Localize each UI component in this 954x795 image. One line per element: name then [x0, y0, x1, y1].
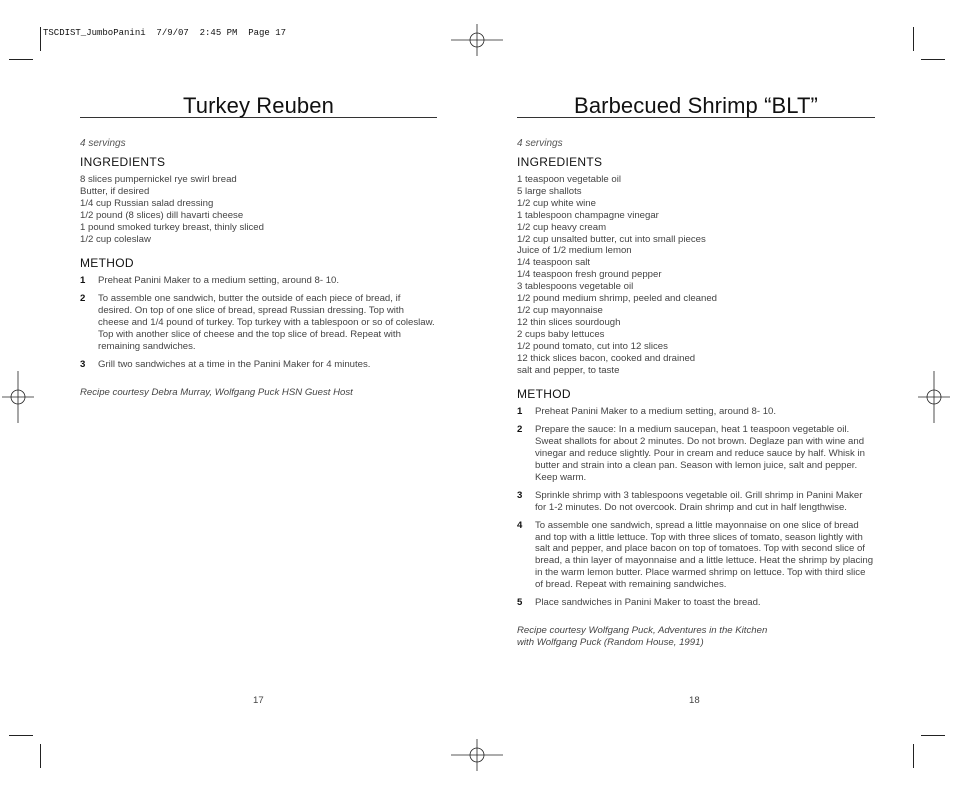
step-number: 5 [517, 597, 523, 609]
step-text: Sprinkle shrimp with 3 tablespoons vegetable oil. Grill shrimp in Panini Maker for 1-2 minutes. Do not overcook. Drain shrimp and cut in half lengthwise. [535, 489, 863, 513]
method-steps [80, 275, 437, 370]
credit-line: Recipe courtesy Wolfgang Puck, Adventures in the Kitchen [517, 625, 768, 636]
ingredient-item: 1/2 cup mayonnaise [517, 304, 603, 316]
method-step [517, 520, 875, 591]
step-text: Prepare the sauce: In a medium saucepan, heat 1 teaspoon vegetable oil. Sweat shallots for about 2 minutes. Do not brown. Deglaze pan with wine and vinegar and reduce slightly. Pour in cream and reduce sauce by half. Whisk in butter and strain into a clean pan. Season with lemon juice, salt and pepper. Keep warm. [535, 424, 865, 483]
ingredient-item: 12 thin slices sourdough [517, 316, 621, 328]
crop-mark [921, 735, 945, 736]
credit-line: with Wolfgang Puck (Random House, 1991) [517, 636, 704, 648]
ingredients-list [517, 174, 875, 376]
recipe-credit [517, 625, 875, 649]
method-step [80, 275, 437, 287]
step-number: 3 [80, 358, 86, 370]
step-text: To assemble one sandwich, butter the outside of each piece of bread, if desired. On top of one slice of bread, spread Russian dressing. Top with cheese and 1/4 pound of turkey. Top turkey with a tablespoon or so of coleslaw. Top with another slice of cheese and the top slice of bread. Repeat with remaining sandwiches. [98, 293, 435, 352]
step-number: 1 [80, 275, 86, 287]
ingredient-item: 1/4 teaspoon fresh ground pepper [517, 269, 662, 281]
left-page [80, 92, 437, 399]
right-page [517, 92, 875, 649]
method-step [517, 406, 875, 418]
step-text: Preheat Panini Maker to a medium setting, around 8- 10. [98, 275, 340, 287]
method-step [517, 490, 875, 514]
credit-line: Recipe courtesy Debra Murray, Wolfgang Puck HSN Guest Host [80, 386, 353, 398]
recipe-title: Barbecued Shrimp “BLT” [574, 93, 818, 118]
ingredient-item: 1/2 cup coleslaw [80, 233, 151, 245]
ingredients-list [80, 174, 437, 245]
recipe-credit [80, 387, 437, 399]
servings: 4 servings [517, 138, 563, 149]
ingredients-heading: INGREDIENTS [517, 155, 603, 169]
ingredient-item: 1/4 teaspoon salt [517, 257, 591, 269]
crop-mark [40, 744, 41, 768]
method-step [80, 293, 437, 353]
method-step [517, 424, 875, 484]
registration-mark-bottom [451, 739, 503, 771]
method-step [80, 359, 437, 371]
ingredient-item: 1/2 pound tomato, cut into 12 slices [517, 340, 668, 352]
step-number: 4 [517, 519, 523, 531]
step-number: 1 [517, 406, 523, 418]
crop-mark [9, 735, 33, 736]
ingredient-item: 5 large shallots [517, 185, 582, 197]
ingredient-item: 3 tablespoons vegetable oil [517, 281, 634, 293]
ingredient-item: 8 slices pumpernickel rye swirl bread [80, 174, 237, 185]
ingredient-item: 2 cups baby lettuces [517, 328, 605, 340]
ingredient-item: 1/2 cup heavy cream [517, 221, 607, 233]
ingredients-heading: INGREDIENTS [80, 155, 166, 169]
crop-mark [40, 27, 41, 51]
ingredient-item: 1/2 cup unsalted butter, cut into small pieces [517, 233, 706, 245]
registration-mark-left [2, 371, 34, 423]
ingredient-item: 1/2 pound (8 slices) dill havarti cheese [80, 209, 244, 221]
registration-mark-top [451, 24, 503, 56]
servings: 4 servings [80, 138, 126, 149]
ingredient-item: 1/2 cup white wine [517, 197, 596, 209]
step-number: 2 [517, 424, 523, 436]
step-text: Preheat Panini Maker to a medium setting, around 8- 10. [535, 406, 777, 418]
method-step [517, 597, 875, 609]
ingredient-item: 1 tablespoon champagne vinegar [517, 209, 659, 221]
crop-mark [921, 59, 945, 60]
crop-mark [913, 744, 914, 768]
ingredient-item: salt and pepper, to taste [517, 364, 620, 376]
step-number: 2 [80, 293, 86, 305]
method-steps [517, 406, 875, 609]
method-heading: METHOD [80, 256, 134, 271]
step-text: To assemble one sandwich, spread a little mayonnaise on one slice of bread and top with a little lettuce. Top with three slices of tomato, season lightly with salt and pepper, and place bacon on top of tomatoes. Top with second slice of bread, a thin layer of mayonnaise and a little lettuce. Heat the shrimp by placing in the warm lemon butter. Place warmed shrimp on lettuce. Top with third slice of bread. Repeat with remaining sandwiches. [535, 519, 874, 591]
ingredient-item: 1/4 cup Russian salad dressing [80, 197, 214, 209]
page-number-right: 18 [689, 695, 700, 706]
ingredient-item: Juice of 1/2 medium lemon [517, 245, 632, 257]
ingredient-item: 1/2 pound medium shrimp, peeled and cleaned [517, 293, 718, 305]
ingredient-item: 1 pound smoked turkey breast, thinly sliced [80, 221, 264, 233]
ingredient-item: 1 teaspoon vegetable oil [517, 174, 622, 185]
ingredient-item: Butter, if desired [80, 185, 150, 197]
page-number-left: 17 [253, 695, 264, 706]
print-slug: TSCDIST_JumboPanini 7/9/07 2:45 PM Page 17 [43, 28, 287, 38]
step-text: Grill two sandwiches at a time in the Panini Maker for 4 minutes. [98, 358, 371, 370]
crop-mark [9, 59, 33, 60]
method-heading: METHOD [517, 387, 571, 402]
crop-mark [913, 27, 914, 51]
registration-mark-right [918, 371, 950, 423]
step-number: 3 [517, 489, 523, 501]
ingredient-item: 12 thick slices bacon, cooked and drained [517, 352, 696, 364]
step-text: Place sandwiches in Panini Maker to toast the bread. [535, 597, 761, 609]
recipe-title: Turkey Reuben [183, 93, 334, 118]
